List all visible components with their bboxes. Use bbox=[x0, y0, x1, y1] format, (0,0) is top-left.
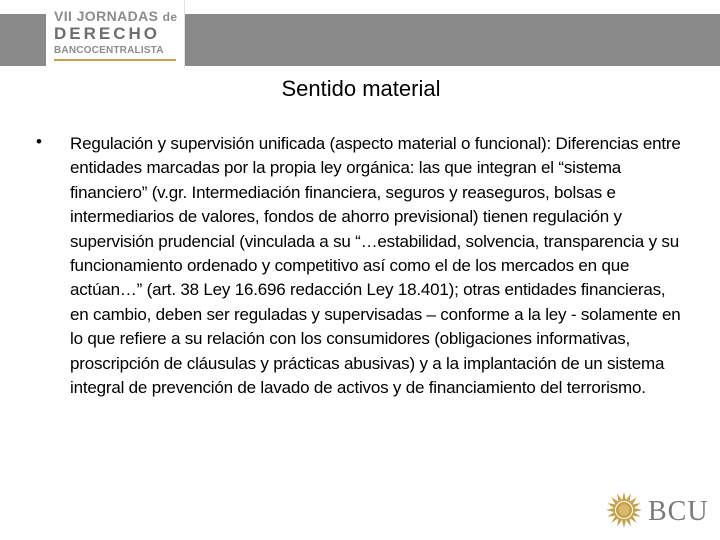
bcu-logo bbox=[604, 492, 714, 530]
bullet-text: Regulación y supervisión unificada (aspecto material o funcional): Diferencias entre entidades marcadas por la propia ley orgánica: las que integran el “sistema financiero” (v.gr. Intermediación financiera, seguros y reaseguros, bolsas e intermediarios de valores, fondos de ahorro previsional) tienen regulación y supervisión prudencial (vinculada a su “…estabilidad, solvencia, transparencia y su funcionamiento ordenado y competitivo así como el de los mercados en que actúan…” (art. 38 Ley 16.696 redacción Ley 18.401); otras entidades financieras, en cambio, deben ser reguladas y supervisadas – conforme a la ley - solamente en lo que refiere a su relación con los consumidores (obligaciones informativas, proscripción de cláusulas y prácticas abusivas) y a la implantación de un sistema integral de prevención de lavado de activos y de financiamiento del terrorismo. bbox=[70, 134, 681, 398]
logo-underline bbox=[54, 59, 176, 61]
bcu-logo-text: BCU bbox=[648, 496, 709, 527]
event-logo bbox=[46, 0, 185, 68]
logo-line3: BANCOCENTRALISTA bbox=[54, 45, 164, 56]
sun-emblem-icon bbox=[604, 490, 644, 530]
slide-title: Sentido material bbox=[281, 76, 441, 101]
logo-line2: DERECHO bbox=[54, 24, 161, 43]
logo-line1: VII JORNADAS de bbox=[54, 8, 178, 24]
bullet-symbol: • bbox=[36, 132, 42, 151]
